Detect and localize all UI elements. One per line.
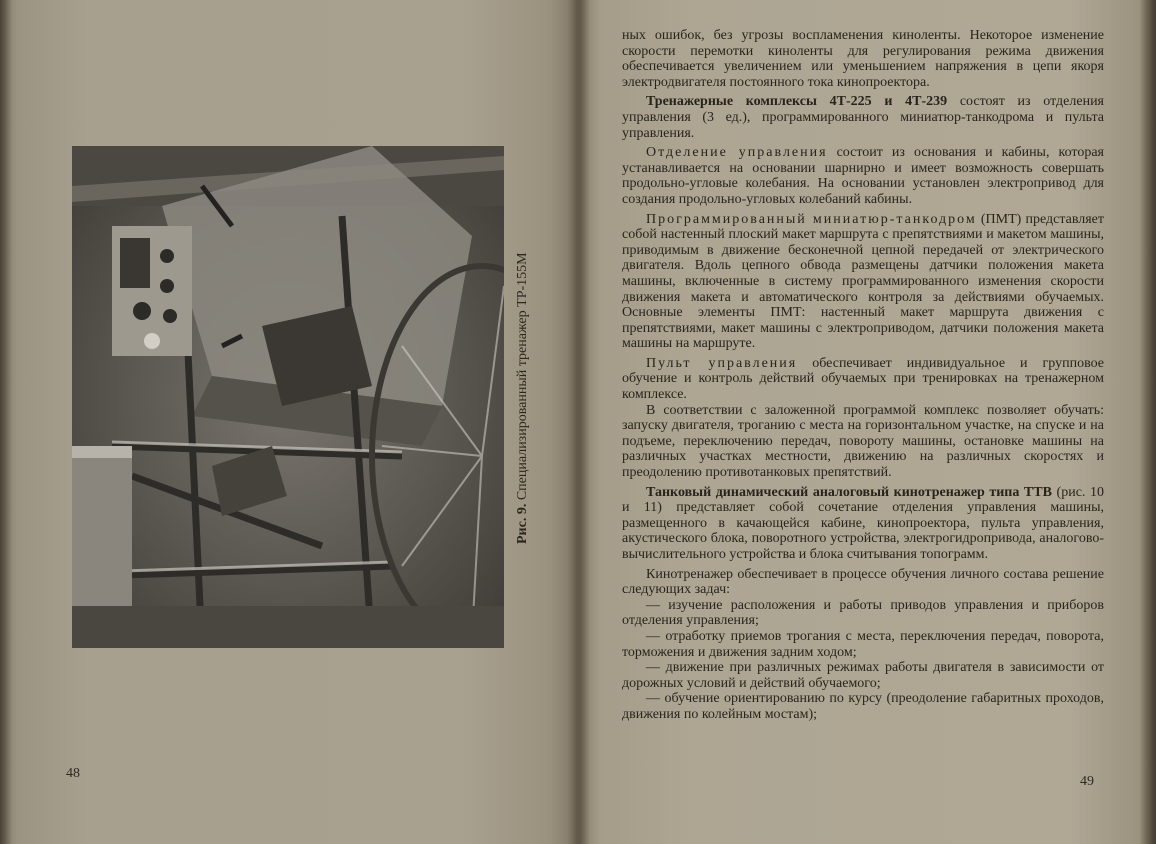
paragraph-body: обеспечивает индивидуальное и групповое обучение и контроль действий обучаемых при тренировках на тренажерном комплексе. [622,355,1104,403]
paragraph: ных ошибок, без угрозы воспламенения киноленты. Некоторое изменение скорости перемотки киноленты для регулирования режима движения обеспечивается увеличением или уменьшением напряжения в цепи якоря электродвигателя постоянного тока кинопроектора. [622,28,1104,90]
paragraph-body: состоит из основания и кабины, которая устанавливается на основании шарнирно и имеет возможность совершать продольно-угловые колебания. На основании установлен электропривод для создания продольно-угловых колебаний кабины. [622,145,1104,207]
figure-caption-number: Рис. 9. [515,503,530,544]
page-number-right: 49 [1080,774,1094,789]
trainer-photo [72,146,504,648]
paragraph-body: состоят из отделения управления (3 ед.), программированного миниатюр-танкодрома и пульта управления. [622,94,1105,141]
paragraph-heading: Программированный миниатюр-танкодром [646,211,977,227]
paragraph-heading: Пульт управления [646,355,798,371]
figure-caption [512,254,534,544]
paragraph-body: (рис. 10 и 11) представляет собой сочетание отделения управления машины, размещенного в качающейся кабине, кинопроектора, пульта управления, акустического блока, поворотного устройства, электрогидропривода, аналогово-вычислительного устройства и блока считывания топограмм. [622,484,1104,562]
page-edge-shadow [1140,0,1156,844]
paragraph [622,145,1104,207]
figure-caption-text: Специализированный тренажер ТР-155М [515,252,530,501]
book-gutter [568,0,590,844]
list-item: — отработку приемов трогания с места, переключения передач, поворота, торможения и движения задним ходом; [622,628,1104,660]
paragraph [622,94,1104,141]
page-number-left: 48 [66,766,80,781]
trainer-photo-illustration [72,146,504,648]
right-page-text [622,28,1104,723]
list-item: — обучение ориентированию по курсу (преодоление габаритных проходов, движения по колейным мостам); [622,691,1104,722]
list-item: — движение при различных режимах работы двигателя в зависимости от дорожных условий и действий обучаемого; [622,660,1104,691]
paragraph-body: (ПМТ) представляет собой настенный плоский макет маршрута с препятствиями и макетом машины, приводимым в движение бесконечной цепной передачей от электрического двигателя. Вдоль цепного обвода размещены датчики положения макета машины, включенные в систему программированного изменения скорости движения макета и автоматического контроля за действиями обучаемых. Основные элементы ПМТ: настенный макет маршрута движения с препятствиями, макет машины с электроприводом, датчики положения макета машины на маршруте. [622,211,1105,352]
paragraph [622,356,1104,403]
paragraph-heading: Танковый динамический аналоговый кинотренажер типа ТТВ [646,484,1052,500]
paragraph-heading: Отделение управления [646,145,828,161]
paragraph [622,485,1104,563]
paragraph: Кинотренажер обеспечивает в процессе обучения личного состава решение следующих задач: [622,566,1104,598]
paragraph: В соответствии с заложенной программой комплекс позволяет обучать: запуску двигателя, троганию с места на горизонтальном участке, на спуске и на подъеме, переключению передач, повороту машины, остановке машины на различных участках местности, движению на различных скоростях и преодолению противотанковых препятствий. [622,402,1104,481]
paragraph [622,212,1104,352]
paragraph-heading: Тренажерные комплексы 4Т-225 и 4Т-239 [646,94,948,110]
page-edge-shadow [0,0,12,844]
list-item: — изучение расположения и работы приводов управления и приборов отделения управления; [622,597,1104,629]
